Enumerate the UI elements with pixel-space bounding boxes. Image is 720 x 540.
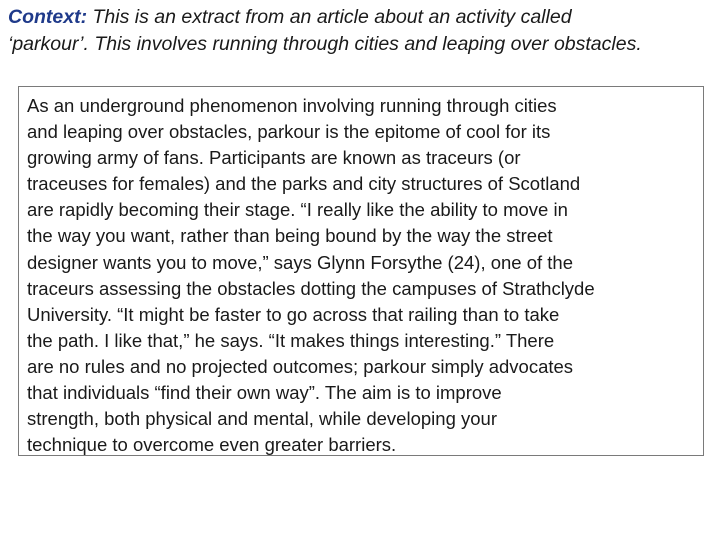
extract-line: are rapidly becoming their stage. “I really like the ability to move in bbox=[27, 199, 568, 221]
extract-line: technique to overcome even greater barriers. bbox=[27, 434, 397, 456]
article-extract-text bbox=[27, 93, 699, 458]
extract-line: University. “It might be faster to go across that railing than to take bbox=[27, 303, 560, 325]
extract-line: the path. I like that,” he says. “It makes things interesting.” There bbox=[27, 329, 555, 351]
context-intro bbox=[8, 4, 716, 58]
extract-line: are no rules and no projected outcomes; parkour simply advocates bbox=[27, 355, 574, 377]
extract-line: that individuals “find their own way”. The aim is to improve bbox=[27, 382, 502, 404]
article-extract-box bbox=[18, 86, 704, 456]
extract-line: designer wants you to move,” says Glynn Forsythe (24), one of the bbox=[27, 251, 574, 273]
extract-line: traceurs assessing the obstacles dotting the campuses of Strathclyde bbox=[27, 277, 595, 299]
extract-line: the way you want, rather than being bound by the way the street bbox=[27, 225, 553, 247]
extract-line: traceuses for females) and the parks and city structures of Scotland bbox=[27, 173, 581, 195]
context-line-1-text: This is an extract from an article about an activity called bbox=[87, 6, 572, 28]
context-label: Context: bbox=[8, 6, 88, 28]
context-line-2: ‘parkour’. This involves running through cities and leaping over obstacles. bbox=[8, 33, 642, 55]
context-line-1 bbox=[8, 4, 716, 31]
extract-line: As an underground phenomenon involving running through cities bbox=[27, 95, 557, 116]
extract-line: growing army of fans. Participants are known as traceurs (or bbox=[27, 147, 521, 169]
extract-line: and leaping over obstacles, parkour is the epitome of cool for its bbox=[27, 121, 551, 143]
extract-line: strength, both physical and mental, while developing your bbox=[27, 408, 497, 430]
